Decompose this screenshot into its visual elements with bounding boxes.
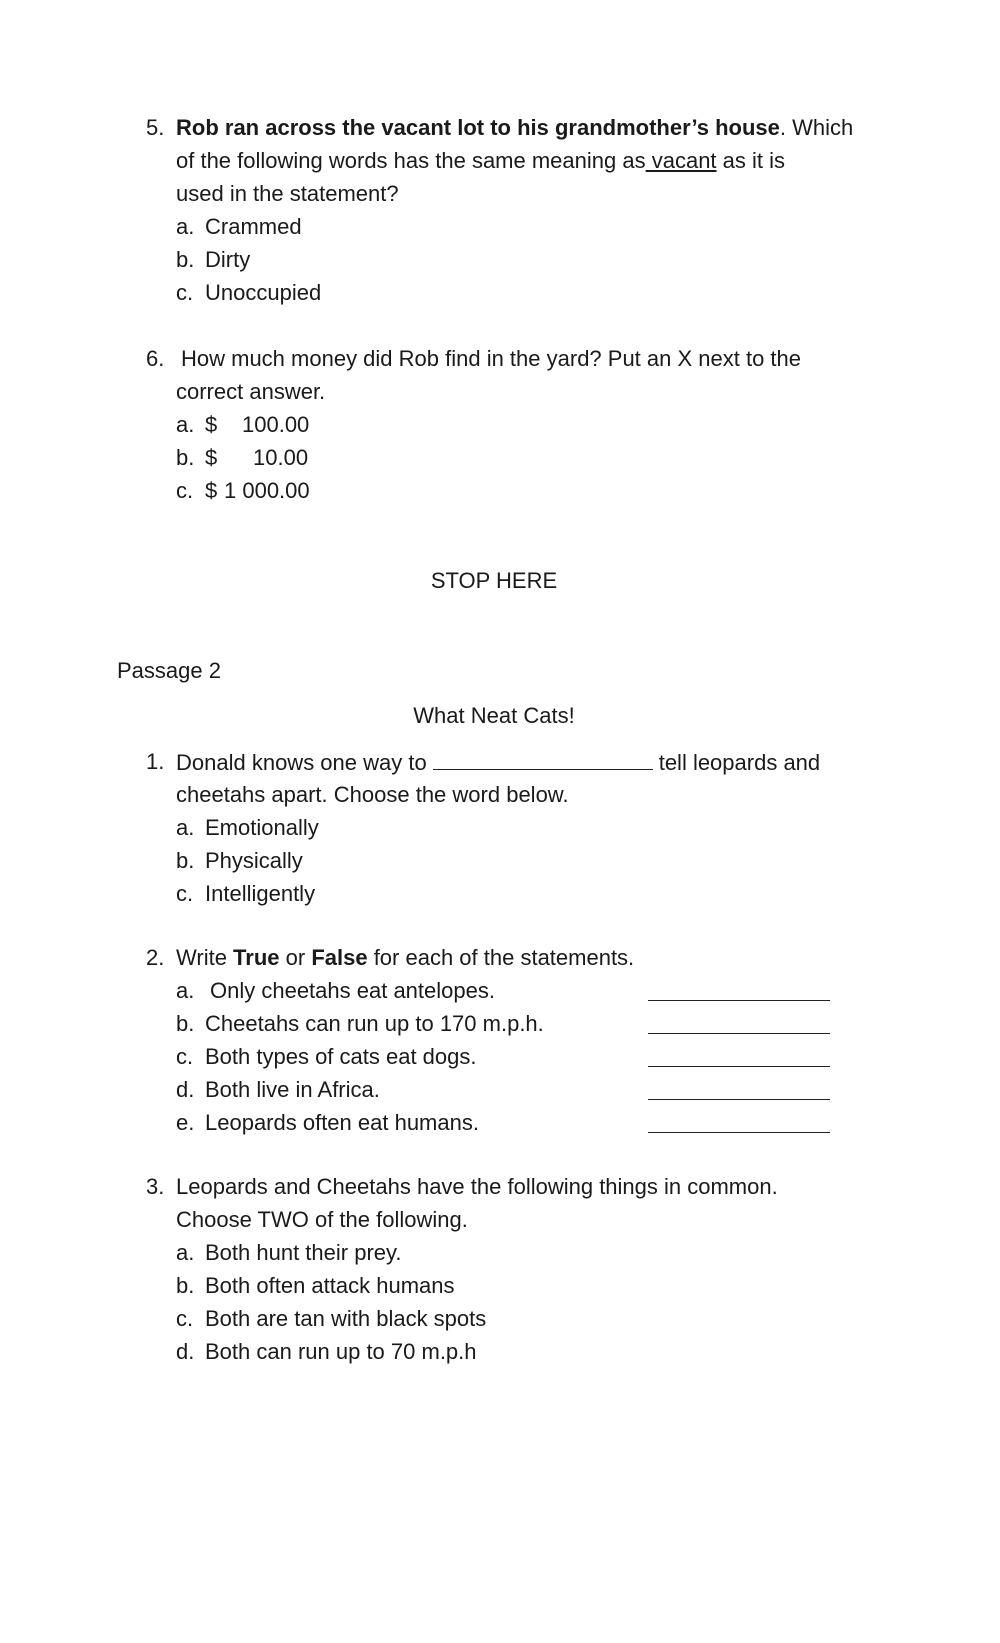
option-letter: b.: [176, 247, 195, 272]
option-text: Both are tan with black spots: [205, 1306, 487, 1331]
question-5: [0, 113, 1000, 143]
answer-blank[interactable]: [648, 1108, 830, 1133]
option: [0, 813, 1000, 843]
statement-letter: e.: [176, 1110, 195, 1135]
question-text-line: cheetahs apart. Choose the word below.: [176, 782, 569, 807]
question-text-part: for each of the statements.: [367, 945, 635, 970]
statement-text: Leopards often eat humans.: [205, 1110, 479, 1135]
money-option: [0, 410, 1000, 440]
option-text: Both can run up to 70 m.p.h: [205, 1339, 477, 1364]
statement-text: Both live in Africa.: [205, 1077, 380, 1102]
passage-2-question-3: [0, 1172, 1000, 1202]
option-letter: c.: [176, 280, 194, 305]
question-text-part: tell leopards and: [658, 750, 821, 775]
statement-text: Only cheetahs eat antelopes.: [210, 978, 495, 1003]
question-number: 5.: [146, 115, 165, 140]
option: [0, 1304, 1000, 1334]
question-text: [176, 113, 853, 143]
bold-word-true: True: [233, 945, 280, 970]
passage-title: What Neat Cats!: [413, 703, 575, 728]
question-6: [0, 344, 1000, 374]
option-letter: a.: [176, 412, 195, 437]
answer-blank[interactable]: [648, 1042, 830, 1067]
money-option: [0, 443, 1000, 473]
statement-letter: b.: [176, 1011, 195, 1036]
option-text: Unoccupied: [205, 280, 322, 305]
true-false-statement: [0, 976, 1000, 1006]
question-text-part: of the following words has the same meaning as: [176, 148, 646, 173]
option-amount: 100.00: [242, 412, 310, 437]
fill-in-blank[interactable]: [433, 747, 653, 770]
question-number: 1.: [146, 749, 165, 774]
option-letter: c.: [176, 881, 194, 906]
true-false-statement: [0, 1009, 1000, 1039]
question-text-line: [176, 146, 785, 176]
question-text-line: correct answer.: [176, 379, 326, 404]
passage-2-question-2: [0, 943, 1000, 973]
passage-label: Passage 2: [117, 658, 221, 683]
passage-2-question-1-line-2: [0, 780, 1000, 810]
statement-text: Both types of cats eat dogs.: [205, 1044, 477, 1069]
option-text: Intelligently: [205, 881, 316, 906]
question-text: How much money did Rob find in the yard? Put an X next to the: [181, 346, 802, 371]
option: [0, 879, 1000, 909]
question-5-line-2: [0, 146, 1000, 176]
true-false-statement: [0, 1042, 1000, 1072]
option-text: Both hunt their prey.: [205, 1240, 402, 1265]
question-text-part: Write: [176, 945, 234, 970]
question-5-line-3: [0, 179, 1000, 209]
question-number: 2.: [146, 945, 165, 970]
option-letter: b.: [176, 1273, 195, 1298]
answer-blank[interactable]: [648, 1075, 830, 1100]
statement-text: Cheetahs can run up to 170 m.p.h.: [205, 1011, 544, 1036]
option-letter: b.: [176, 848, 195, 873]
true-false-statement: [0, 1075, 1000, 1105]
question-number: 3.: [146, 1174, 165, 1199]
option: [0, 1271, 1000, 1301]
dollar-sign: $: [205, 445, 218, 470]
option-letter: c.: [176, 1306, 194, 1331]
answer-blank[interactable]: [648, 976, 830, 1001]
option-text: Physically: [205, 848, 303, 873]
question-text-line: used in the statement?: [176, 181, 399, 206]
option-amount: 1 000.00: [224, 478, 310, 503]
option-letter: a.: [176, 815, 195, 840]
question-6-line-2: [0, 377, 1000, 407]
dollar-sign: $: [205, 478, 218, 503]
option-letter: d.: [176, 1339, 195, 1364]
question-number: 6.: [146, 346, 165, 371]
option: [0, 212, 1000, 242]
answer-blank[interactable]: [648, 1009, 830, 1034]
statement-letter: c.: [176, 1044, 194, 1069]
option-text: Both often attack humans: [205, 1273, 455, 1298]
option-text: Crammed: [205, 214, 302, 239]
question-text: Leopards and Cheetahs have the following things in common.: [176, 1174, 778, 1199]
option-text: Emotionally: [205, 815, 319, 840]
option-letter: a.: [176, 214, 195, 239]
bold-word-false: False: [311, 945, 368, 970]
option: [0, 1337, 1000, 1367]
option: [0, 245, 1000, 275]
question-text: [176, 943, 634, 973]
question-text-part: or: [279, 945, 312, 970]
statement-letter: a.: [176, 978, 195, 1003]
statement-letter: d.: [176, 1077, 195, 1102]
money-option: [0, 476, 1000, 506]
option-amount: 10.00: [253, 445, 309, 470]
option-text: Dirty: [205, 247, 251, 272]
question-text-part: as it is: [716, 148, 786, 173]
stop-here: STOP HERE: [430, 568, 558, 593]
question-text-part: Donald knows one way to: [176, 750, 427, 775]
option: [0, 846, 1000, 876]
underlined-word: vacant: [645, 148, 717, 173]
passage-2-question-1: [0, 747, 1000, 777]
dollar-sign: $: [205, 412, 218, 437]
true-false-statement: [0, 1108, 1000, 1138]
question-text-line: Choose TWO of the following.: [176, 1207, 468, 1232]
question-text: [176, 747, 820, 778]
option: [0, 1238, 1000, 1268]
option: [0, 278, 1000, 308]
bold-statement: Rob ran across the vacant lot to his grandmother’s house: [176, 115, 780, 140]
option-letter: c.: [176, 478, 194, 503]
passage-2-question-3-line-2: [0, 1205, 1000, 1235]
option-letter: b.: [176, 445, 195, 470]
option-letter: a.: [176, 1240, 195, 1265]
question-text-tail: . Which: [779, 115, 854, 140]
